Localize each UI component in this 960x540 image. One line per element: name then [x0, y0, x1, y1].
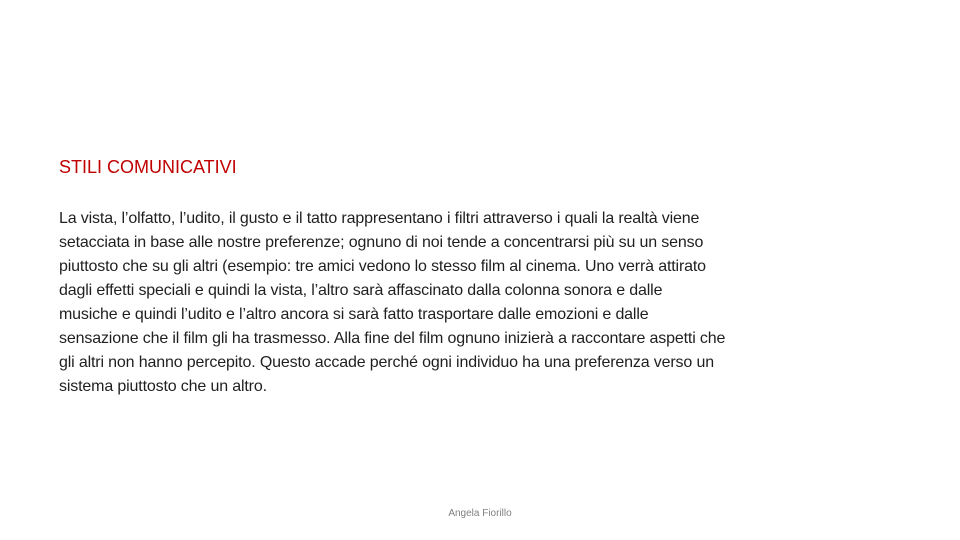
footer-author: Angela Fiorillo: [448, 508, 512, 519]
body-line: piuttosto che su gli altri (esempio: tre amici vedono lo stesso film al cinema. Uno verrà attirato: [59, 258, 706, 275]
body-line: sistema piuttosto che un altro.: [59, 378, 267, 395]
slide-title: STILI COMUNICATIVI: [59, 157, 237, 177]
body-line: gli altri non hanno percepito. Questo accade perché ogni individuo ha una preferenza verso un: [59, 354, 714, 371]
slide-body: [59, 207, 849, 399]
body-line: setacciata in base alle nostre preferenze; ognuno di noi tende a concentrarsi più su un senso: [59, 234, 704, 251]
body-line: musiche e quindi l’udito e l’altro ancora si sarà fatto trasportare dalle emozioni e dalle: [59, 306, 649, 323]
body-line: dagli effetti speciali e quindi la vista, l’altro sarà affascinato dalla colonna sonora e dalle: [59, 282, 663, 299]
body-line: La vista, l’olfatto, l’udito, il gusto e il tatto rappresentano i filtri attraverso i quali la realtà viene: [59, 210, 700, 227]
body-line: sensazione che il film gli ha trasmesso. Alla fine del film ognuno inizierà a raccontare aspetti che: [59, 330, 726, 347]
